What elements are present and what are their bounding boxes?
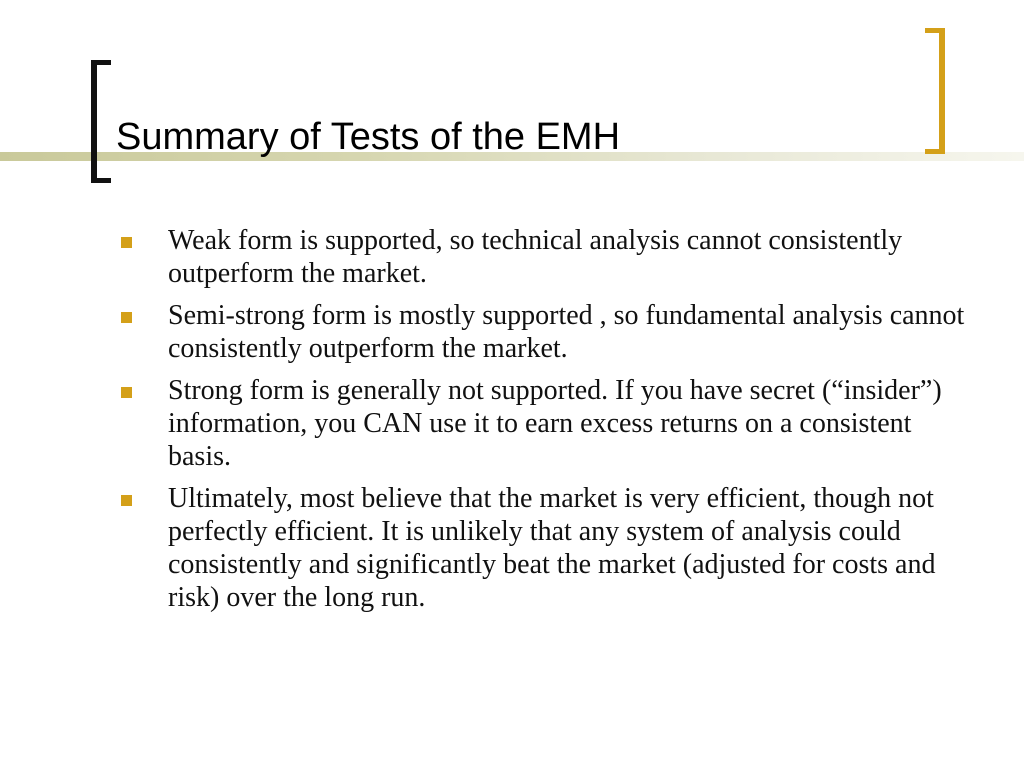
right-bracket-decoration (925, 28, 945, 154)
square-bullet-icon (121, 312, 132, 323)
bullet-text: Semi-strong form is mostly supported , so fundamental analysis cannot consistently outperform the market. (168, 300, 965, 364)
left-bracket-decoration (91, 60, 111, 183)
bullet-text: Weak form is supported, so technical analysis cannot consistently outperform the market. (168, 225, 903, 289)
bullet-item-conclusion (118, 482, 966, 614)
slide-title: Summary of Tests of the EMH (116, 116, 621, 158)
bullet-item-strong-form (118, 374, 966, 473)
bullet-text: Ultimately, most believe that the market is very efficient, though not perfectly efficient. It is unlikely that any system of analysis could consistently and significantly beat the market (adjusted for costs and risk) over the long run. (168, 483, 936, 613)
square-bullet-icon (121, 237, 132, 248)
square-bullet-icon (121, 387, 132, 398)
bullet-text: Strong form is generally not supported. If you have secret (“insider”) information, you CAN use it to earn excess returns on a consistent basis. (168, 375, 942, 472)
bullet-item-semi-strong-form (118, 299, 966, 365)
bullet-item-weak-form (118, 224, 966, 290)
bullet-list (118, 224, 966, 623)
square-bullet-icon (121, 495, 132, 506)
